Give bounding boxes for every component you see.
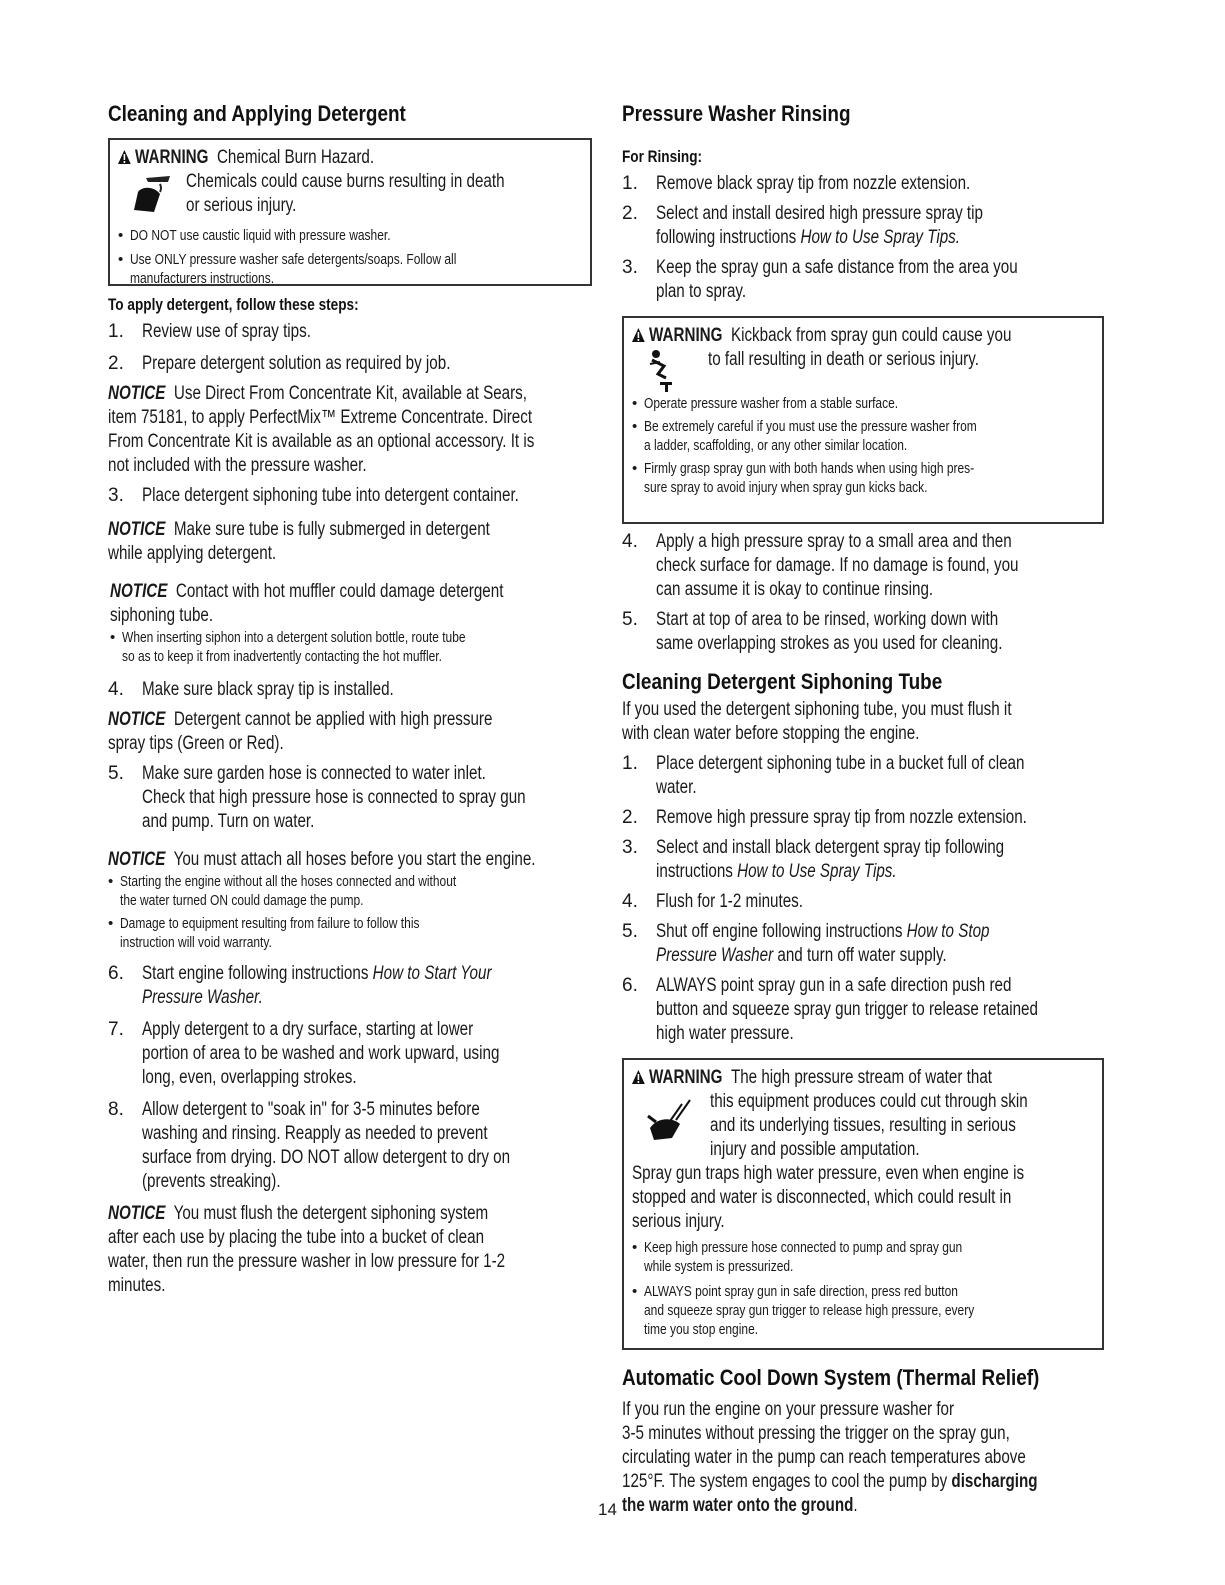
page-number: 14 xyxy=(598,1500,617,1519)
step-7: 7. Apply detergent to a dry surface, starting at lower portion of area to be washed and work upward, using long, even, overlapping strokes. xyxy=(108,1019,500,1088)
rinse-step-2: 2. Select and install desired high pressure spray tip following instructions How to Use Spray Tips. xyxy=(622,203,983,248)
warning-triangle-icon xyxy=(632,328,645,342)
warning-triangle-icon xyxy=(118,150,131,164)
step-5: 5. Make sure garden hose is connected to water inlet. Check that high pressure hose is connected to spray gun and pump. Turn on water. xyxy=(108,763,526,832)
cool-down-paragraph: If you run the engine on your pressure washer for 3-5 minutes without pressing the trigger on the spray gun, circulating water in the pump can reach temperatures above 125°F. The system engages to cool the pump by discharging the warm water onto the ground. xyxy=(622,1399,1038,1516)
rinse-step-1: 1. Remove black spray tip from nozzle extension. xyxy=(622,173,971,194)
rinse-step-3: 3. Keep the spray gun a safe distance from the area you plan to spray. xyxy=(622,257,1018,302)
section-heading-cool-down: Automatic Cool Down System (Thermal Relief) xyxy=(622,1365,1040,1390)
warning-bullet: • Keep high pressure hose connected to pump and spray gun while system is pressurized. xyxy=(632,1239,963,1275)
notice-2: NOTICE Make sure tube is fully submerged in detergent while applying detergent. xyxy=(108,519,490,564)
rinse-step-5: 5. Start at top of area to be rinsed, working down with same overlapping strokes as you used for cleaning. xyxy=(622,609,1003,654)
warning-label: WARNING xyxy=(135,147,209,168)
notice-bullet: • Damage to equipment resulting from failure to follow this instruction will void warranty. xyxy=(108,915,420,951)
for-rinsing-heading: For Rinsing: xyxy=(622,147,703,166)
fall-hazard-icon xyxy=(646,348,682,392)
chemical-burn-icon xyxy=(130,174,176,214)
step-1: 1. Review use of spray tips. xyxy=(108,321,311,342)
notice-bullet: • When inserting siphon into a detergent solution bottle, route tube so as to keep it from inadvertently contacting the hot muffler. xyxy=(110,629,466,665)
warning-line-1: Chemicals could cause burns resulting in death xyxy=(186,171,505,192)
warning-bullet: • DO NOT use caustic liquid with pressure washer. xyxy=(118,227,391,244)
warning-bullet: • Be extremely careful if you must use the pressure washer from a ladder, scaffolding, or any other similar location. xyxy=(632,418,977,454)
notice-4: NOTICE Detergent cannot be applied with high pressure spray tips (Green or Red). xyxy=(108,709,493,754)
notice-3: NOTICE Contact with hot muffler could damage detergent siphoning tube. • When inserting siphon into a detergent solution bottle, route tube so as to keep it from inadvertently contacting the hot muffler. xyxy=(108,580,592,666)
siphon-step-1: 1. Place detergent siphoning tube in a bucket full of clean water. xyxy=(622,753,1025,798)
siphon-step-4: 4. Flush for 1-2 minutes. xyxy=(622,891,803,912)
siphon-intro: If you used the detergent siphoning tube, you must flush it with clean water before stopping the engine. xyxy=(622,699,1012,744)
siphon-step-3: 3. Select and install black detergent spray tip following instructions How to Use Spray Tips. xyxy=(622,837,1005,882)
step-4: 4. Make sure black spray tip is installed. xyxy=(108,679,394,700)
section-heading-rinsing: Pressure Washer Rinsing xyxy=(622,101,851,126)
chemical-warning-box xyxy=(108,138,592,286)
notice-1: NOTICE Use Direct From Concentrate Kit, available at Sears, item 75181, to apply PerfectMix™ Extreme Concentrate. Direct From Concentrate Kit is available as an optional accessory. It is not included with the pressure washer. xyxy=(108,383,535,476)
siphon-step-2: 2. Remove high pressure spray tip from nozzle extension. xyxy=(622,807,1027,828)
siphon-step-5: 5. Shut off engine following instructions How to Stop Pressure Washer and turn off water supply. xyxy=(622,921,990,966)
warning-title: Chemical Burn Hazard. xyxy=(216,147,375,168)
warning-line-2: or serious injury. xyxy=(186,195,297,216)
section-heading-cleaning-detergent: Cleaning and Applying Detergent xyxy=(108,101,406,126)
injection-warning-box: WARNING The high pressure stream of water that this equipment produces could cut through skin and its underlying tissues, resulting in serious injury and possible amputation. Spray gun traps high water pressure, even when engine is stopped and water is disconnected, which could result in serious injury. • Keep high pressure hose connected to pump and spray gun while system is pressurized. • ALWAYS point spray gun in safe direction, press red button and squeeze spray gun trigger to release high pressure, every time you stop engine. xyxy=(622,1058,1104,1350)
section-heading-siphoning-tube: Cleaning Detergent Siphoning Tube xyxy=(622,669,943,694)
warning-bullet: • ALWAYS point spray gun in safe direction, press red button and squeeze spray gun trigger to release high pressure, every time you stop engine. xyxy=(632,1283,975,1338)
warning-bullet: • Use ONLY pressure washer safe detergents/soaps. Follow all manufacturers instructions. xyxy=(118,251,457,287)
injection-hazard-icon xyxy=(646,1098,696,1144)
warning-bullet: • Firmly grasp spray gun with both hands when using high pres- sure spray to avoid injury when spray gun kicks back. xyxy=(632,460,975,496)
siphon-step-6: 6. ALWAYS point spray gun in a safe direction push red button and squeeze spray gun trigger to release retained high water pressure. xyxy=(622,975,1038,1044)
step-2: 2. Prepare detergent solution as required by job. xyxy=(108,353,451,374)
rinse-step-4: 4. Apply a high pressure spray to a small area and then check surface for damage. If no damage is found, you can assume it is okay to continue rinsing. xyxy=(622,531,1019,600)
warning-bullet: • Operate pressure washer from a stable surface. xyxy=(632,395,899,412)
steps-heading: To apply detergent, follow these steps: xyxy=(108,295,359,314)
notice-5: NOTICE You must attach all hoses before you start the engine. • Starting the engine without all the hoses connected and without the water turned ON could damage the pump. • Damage to equipment resulting from failure to follow this instruction will void warranty. xyxy=(108,848,592,952)
warning-triangle-icon xyxy=(632,1070,645,1084)
step-8: 8. Allow detergent to "soak in" for 3-5 minutes before washing and rinsing. Reapply as needed to prevent surface from drying. DO NOT allow detergent to dry on (prevents streaking). xyxy=(108,1099,511,1192)
right-column xyxy=(622,100,1104,1518)
left-column xyxy=(108,100,592,1298)
step-3: 3. Place detergent siphoning tube into detergent container. xyxy=(108,485,519,506)
notice-bullet: • Starting the engine without all the hoses connected and without the water turned ON could damage the pump. xyxy=(108,873,457,909)
step-6: 6. Start engine following instructions How to Start Your Pressure Washer. xyxy=(108,963,492,1008)
notice-6: NOTICE You must flush the detergent siphoning system after each use by placing the tube into a bucket of clean water, then run the pressure washer in low pressure for 1-2 minutes. xyxy=(108,1203,506,1296)
kickback-warning-box: WARNING Kickback from spray gun could cause you to fall resulting in death or serious injury. • Operate pressure washer from a stable surface. • Be extremely careful if you must use the pressure washer from a ladder, scaffolding, or any other similar location. • Firmly grasp spray gun with both hands when using high pres- sure spray to avoid injury when spray gun kicks back. xyxy=(622,316,1104,524)
notice-label: NOTICE xyxy=(108,383,166,404)
